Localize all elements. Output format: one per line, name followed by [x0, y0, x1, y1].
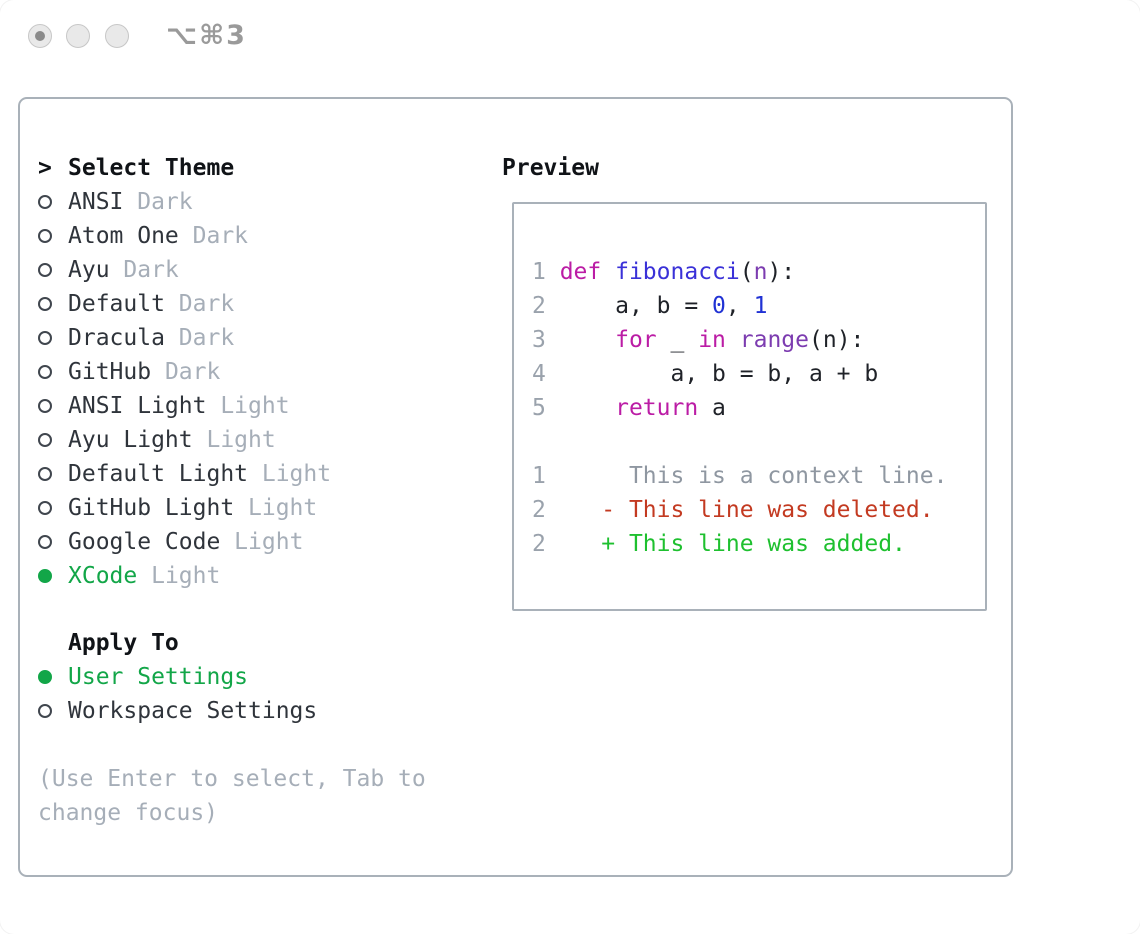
radio-icon — [38, 365, 68, 379]
line-number: 2 — [532, 531, 560, 557]
theme-variant-label: Dark — [151, 359, 221, 385]
option-label: Google Code — [68, 529, 221, 555]
theme-option-default-light[interactable] — [38, 457, 331, 491]
keyboard-shortcut-label: ⌥⌘3 — [166, 20, 247, 51]
code-line-7: 1 This is a context line. — [532, 463, 948, 489]
code-preview — [514, 204, 985, 561]
theme-variant-label: Dark — [178, 223, 249, 249]
radio-icon — [38, 263, 68, 277]
theme-option-google-code[interactable] — [38, 525, 331, 559]
theme-variant-label: Light — [192, 427, 276, 453]
radio-icon — [38, 195, 68, 209]
option-label: Default — [68, 291, 165, 317]
theme-option-ansi-light[interactable] — [38, 389, 331, 423]
theme-option-default[interactable] — [38, 287, 331, 321]
apply-option-user-settings[interactable] — [38, 660, 317, 694]
code-line-6 — [532, 425, 985, 459]
option-label: Default Light — [68, 461, 249, 487]
radio-icon — [38, 535, 68, 549]
code-line-5: 5 return a — [532, 395, 726, 421]
line-number: 4 — [532, 361, 560, 387]
radio-icon — [38, 467, 68, 481]
line-number: 2 — [532, 293, 560, 319]
theme-option-github-light[interactable] — [38, 491, 331, 525]
apply-to-header-row — [38, 626, 317, 660]
radio-icon — [38, 433, 68, 447]
option-label: ANSI — [68, 189, 124, 215]
apply-option-workspace-settings[interactable] — [38, 694, 317, 728]
theme-variant-label: Dark — [123, 189, 193, 215]
radio-icon — [38, 501, 68, 515]
option-label: XCode — [68, 563, 138, 589]
option-label: Dracula — [68, 325, 165, 351]
selected-radio-icon — [38, 670, 68, 684]
apply-to-title: Apply To — [68, 630, 179, 656]
theme-list-header — [38, 151, 331, 185]
hint-text: (Use Enter to select, Tab to change focus) — [38, 766, 426, 826]
theme-list-title: Select Theme — [68, 155, 235, 181]
titlebar — [0, 0, 1140, 72]
code-line-8: 2 - This line was deleted. — [532, 497, 934, 523]
radio-icon — [38, 399, 68, 413]
settings-panel — [18, 97, 1013, 877]
selected-radio-icon — [38, 569, 68, 583]
line-number: 1 — [532, 463, 560, 489]
line-number: 1 — [532, 259, 560, 285]
line-number: 5 — [532, 395, 560, 421]
apply-to-section — [38, 626, 317, 728]
window-control-2[interactable] — [66, 24, 90, 48]
window-control-1[interactable] — [28, 24, 52, 48]
theme-variant-label: Light — [206, 393, 290, 419]
theme-option-ayu[interactable] — [38, 253, 331, 287]
option-label: ANSI Light — [68, 393, 207, 419]
radio-icon — [38, 229, 68, 243]
theme-option-xcode[interactable] — [38, 559, 331, 593]
theme-variant-label: Light — [137, 563, 221, 589]
theme-variant-label: Light — [248, 461, 332, 487]
theme-option-atom-one[interactable] — [38, 219, 331, 253]
option-label: Ayu Light — [68, 427, 193, 453]
option-label: Workspace Settings — [68, 698, 318, 724]
code-line-4: 4 a, b = b, a + b — [532, 361, 879, 387]
radio-icon — [38, 704, 68, 718]
code-line-2: 2 a, b = 0, 1 — [532, 293, 768, 319]
preview-box — [512, 202, 987, 611]
theme-option-ansi[interactable] — [38, 185, 331, 219]
theme-variant-label: Dark — [164, 291, 235, 317]
theme-option-ayu-light[interactable] — [38, 423, 331, 457]
window-control-3[interactable] — [105, 24, 129, 48]
line-number — [532, 429, 560, 455]
radio-icon — [38, 297, 68, 311]
theme-option-dracula[interactable] — [38, 321, 331, 355]
theme-variant-label: Light — [234, 495, 318, 521]
theme-variant-label: Light — [220, 529, 304, 555]
option-label: Ayu — [68, 257, 110, 283]
line-number: 2 — [532, 497, 560, 523]
theme-variant-label: Dark — [109, 257, 179, 283]
theme-list — [38, 151, 331, 593]
radio-icon — [38, 331, 68, 345]
option-label: GitHub Light — [68, 495, 235, 521]
option-label: GitHub — [68, 359, 152, 385]
option-label: Atom One — [68, 223, 179, 249]
active-indicator-dot — [35, 31, 45, 41]
option-label: User Settings — [68, 664, 249, 690]
theme-variant-label: Dark — [164, 325, 235, 351]
theme-option-github[interactable] — [38, 355, 331, 389]
selection-cursor-icon: > — [38, 155, 52, 181]
line-number: 3 — [532, 327, 560, 353]
code-line-1: 1 def fibonacci(n): — [532, 259, 796, 285]
code-line-3: 3 for _ in range(n): — [532, 327, 865, 353]
code-line-9: 2 + This line was added. — [532, 531, 906, 557]
preview-title: Preview — [502, 155, 599, 181]
